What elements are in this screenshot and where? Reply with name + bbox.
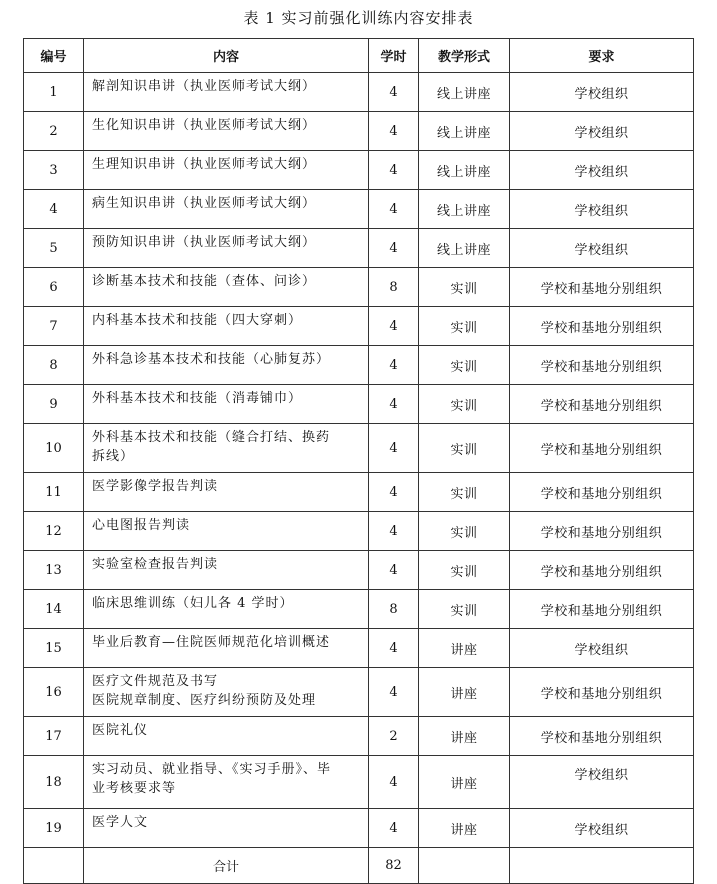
row-hours: 4 [369,385,419,424]
header-form: 教学形式 [419,39,510,73]
total-row [24,848,694,884]
row-number: 2 [24,112,84,151]
row-number: 3 [24,151,84,190]
table-row [24,424,694,473]
row-requirement: 学校和基地分别组织 [510,385,694,424]
row-hours: 4 [369,424,419,473]
row-number: 8 [24,346,84,385]
row-content [84,424,369,473]
row-teaching-form: 实训 [419,346,510,385]
row-number: 11 [24,473,84,512]
row-content [84,229,369,268]
row-number: 13 [24,551,84,590]
table-row [24,346,694,385]
row-content-line: 医学影像学报告判读 [92,479,219,494]
row-hours: 4 [369,151,419,190]
row-teaching-form: 实训 [419,424,510,473]
row-content-line: 拆线） [92,449,135,464]
row-content-line: 外科急诊基本技术和技能（心肺复苏） [92,352,331,367]
table-row [24,590,694,629]
row-teaching-form: 线上讲座 [419,151,510,190]
row-requirement: 学校组织 [510,112,694,151]
row-content-line: 诊断基本技术和技能（查体、问诊） [92,274,317,289]
row-hours: 4 [369,512,419,551]
row-hours: 4 [369,307,419,346]
row-content [84,590,369,629]
table-header-row [24,39,694,73]
total-empty-cell [419,848,510,884]
row-hours: 8 [369,590,419,629]
row-number: 12 [24,512,84,551]
row-hours: 8 [369,268,419,307]
row-teaching-form: 线上讲座 [419,229,510,268]
row-hours: 4 [369,112,419,151]
row-number: 17 [24,717,84,756]
row-content-line: 解剖知识串讲（执业医师考试大纲） [92,79,317,94]
row-requirement: 学校和基地分别组织 [510,424,694,473]
row-requirement: 学校组织 [510,629,694,668]
row-number: 10 [24,424,84,473]
row-teaching-form: 实训 [419,268,510,307]
row-content-line: 业考核要求等 [92,781,177,796]
table-row [24,809,694,848]
row-teaching-form: 讲座 [419,629,510,668]
row-content-line: 临床思维训练（妇儿各 4 学时） [92,596,294,611]
row-content-line: 医院规章制度、医疗纠纷预防及处理 [92,693,317,708]
table-row [24,629,694,668]
row-teaching-form: 实训 [419,551,510,590]
row-hours: 4 [369,473,419,512]
row-number: 7 [24,307,84,346]
row-requirement: 学校和基地分别组织 [510,668,694,717]
row-content [84,268,369,307]
row-requirement: 学校和基地分别组织 [510,346,694,385]
row-requirement: 学校组织 [510,809,694,848]
row-teaching-form: 实训 [419,473,510,512]
row-teaching-form: 讲座 [419,809,510,848]
row-content [84,551,369,590]
row-number: 9 [24,385,84,424]
row-number: 4 [24,190,84,229]
row-content [84,307,369,346]
header-hours: 学时 [369,39,419,73]
row-content [84,385,369,424]
row-content-line: 实习动员、就业指导、《实习手册》、毕 [92,762,332,777]
table-row [24,268,694,307]
table-row [24,307,694,346]
row-number: 14 [24,590,84,629]
table-row [24,73,694,112]
row-content-line: 医疗文件规范及书写 [92,674,219,689]
row-content-line: 外科基本技术和技能（消毒铺巾） [92,391,303,406]
row-requirement: 学校组织 [510,756,694,809]
row-requirement: 学校和基地分别组织 [510,590,694,629]
row-number: 1 [24,73,84,112]
row-hours: 4 [369,629,419,668]
row-content [84,73,369,112]
row-requirement: 学校组织 [510,73,694,112]
header-requirement: 要求 [510,39,694,73]
row-requirement: 学校和基地分别组织 [510,307,694,346]
total-empty-cell [24,848,84,884]
row-content-line: 医学人文 [92,815,149,830]
table-row [24,151,694,190]
row-content [84,629,369,668]
row-requirement: 学校和基地分别组织 [510,512,694,551]
total-hours: 82 [369,848,419,884]
row-requirement: 学校组织 [510,229,694,268]
row-teaching-form: 实训 [419,385,510,424]
row-teaching-form: 实训 [419,307,510,346]
row-content [84,717,369,756]
row-content-line: 内科基本技术和技能（四大穿刺） [92,313,303,328]
row-number: 16 [24,668,84,717]
row-content-line: 毕业后教育—住院医师规范化培训概述 [92,635,331,650]
table-row [24,512,694,551]
row-teaching-form: 实训 [419,512,510,551]
table-row [24,229,694,268]
schedule-table [23,38,694,884]
row-content-line: 外科基本技术和技能（缝合打结、换药 [92,430,331,445]
row-teaching-form: 线上讲座 [419,190,510,229]
row-content [84,112,369,151]
table-row [24,190,694,229]
row-hours: 4 [369,73,419,112]
header-num: 编号 [24,39,84,73]
row-content-line: 病生知识串讲（执业医师考试大纲） [92,196,317,211]
row-content [84,473,369,512]
row-content-line: 生化知识串讲（执业医师考试大纲） [92,118,317,133]
table-title: 表 1 实习前强化训练内容安排表 [243,9,474,27]
table-row [24,668,694,717]
row-teaching-form: 实训 [419,590,510,629]
row-content [84,809,369,848]
total-empty-cell [510,848,694,884]
row-number: 6 [24,268,84,307]
row-content-line: 预防知识串讲（执业医师考试大纲） [92,235,317,250]
row-hours: 4 [369,229,419,268]
row-content-line: 生理知识串讲（执业医师考试大纲） [92,157,317,172]
row-content [84,151,369,190]
row-teaching-form: 讲座 [419,717,510,756]
header-content: 内容 [84,39,369,73]
row-content-line: 心电图报告判读 [92,518,191,533]
row-content-line: 医院礼仪 [92,723,149,738]
row-requirement: 学校和基地分别组织 [510,717,694,756]
row-teaching-form: 讲座 [419,756,510,809]
row-requirement: 学校和基地分别组织 [510,268,694,307]
total-label: 合计 [84,848,369,884]
row-hours: 2 [369,717,419,756]
row-content-line: 实验室检查报告判读 [92,557,219,572]
row-hours: 4 [369,756,419,809]
row-content [84,190,369,229]
table-row [24,385,694,424]
row-hours: 4 [369,668,419,717]
row-content [84,512,369,551]
row-number: 18 [24,756,84,809]
table-row [24,551,694,590]
row-number: 5 [24,229,84,268]
row-teaching-form: 讲座 [419,668,510,717]
row-requirement: 学校和基地分别组织 [510,551,694,590]
row-number: 19 [24,809,84,848]
row-number: 15 [24,629,84,668]
row-hours: 4 [369,809,419,848]
row-requirement: 学校组织 [510,190,694,229]
row-teaching-form: 线上讲座 [419,73,510,112]
table-row [24,717,694,756]
table-row [24,473,694,512]
row-hours: 4 [369,551,419,590]
row-requirement: 学校和基地分别组织 [510,473,694,512]
row-requirement: 学校组织 [510,151,694,190]
row-content [84,756,369,809]
row-teaching-form: 线上讲座 [419,112,510,151]
table-row [24,756,694,809]
table-row [24,112,694,151]
row-content [84,668,369,717]
row-content [84,346,369,385]
row-hours: 4 [369,346,419,385]
row-hours: 4 [369,190,419,229]
